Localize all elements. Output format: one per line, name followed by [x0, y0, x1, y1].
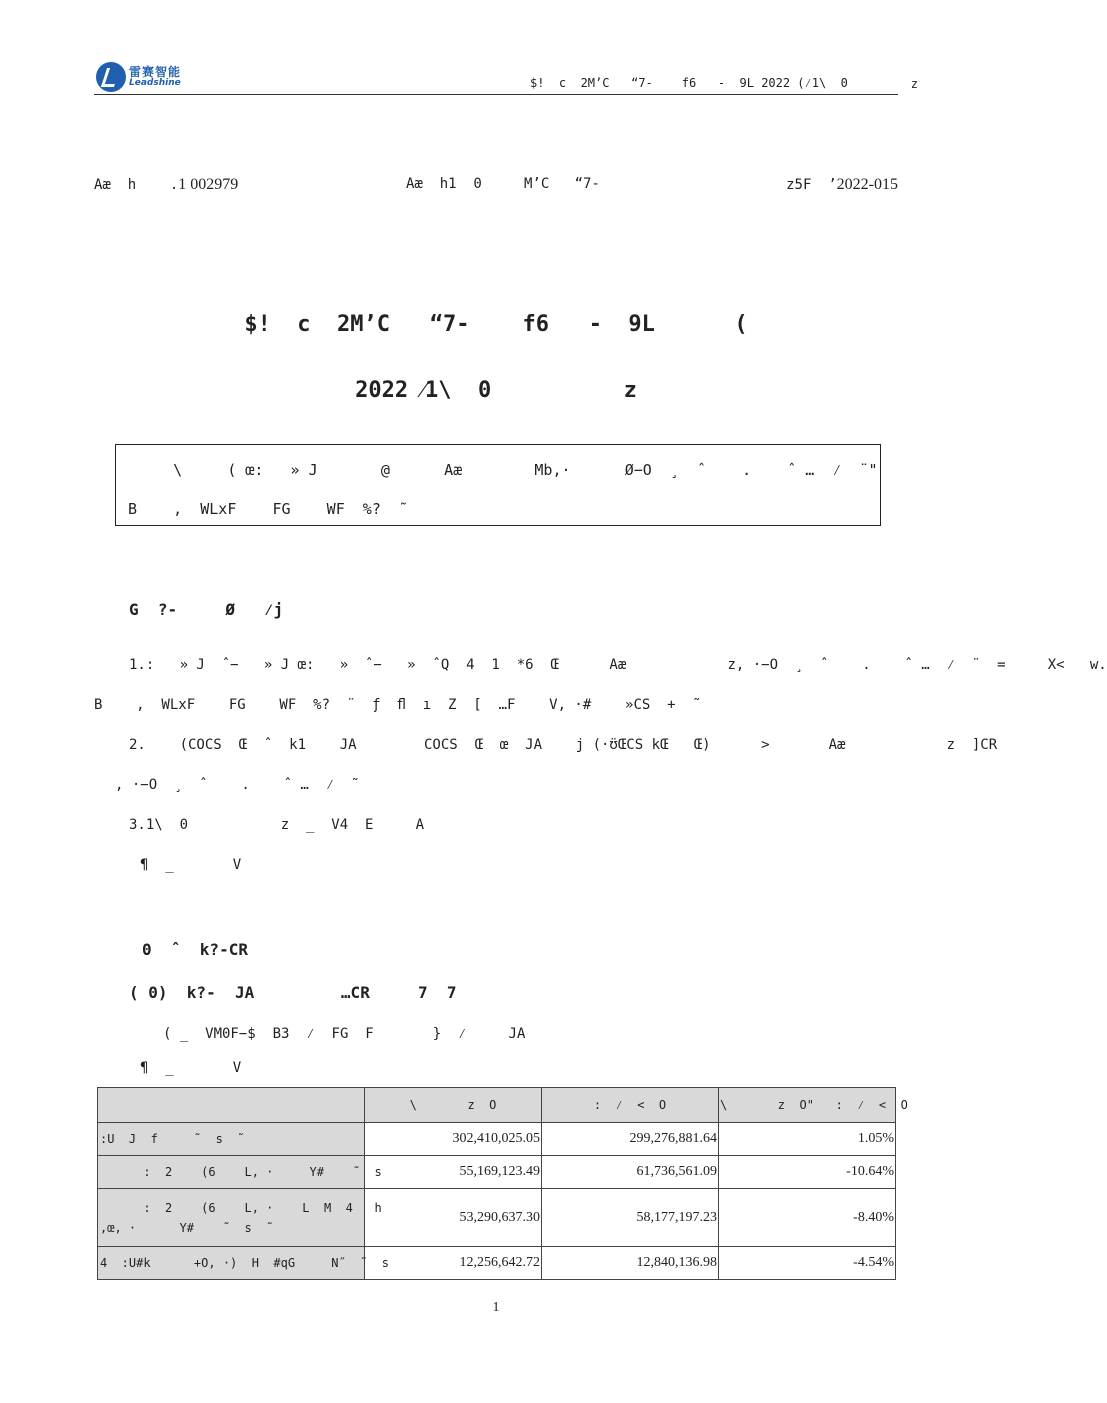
- paragraph-1b: B , WLxF FG WF %? ¨ ƒ ﬂ ı Z [ …F V, ·# »CS + ˜: [94, 697, 701, 713]
- subsection-heading: ( 0) k?- JA …CR 7 7: [129, 983, 457, 1002]
- table-header-row: [98, 1088, 896, 1123]
- table-header-cell: \ z O" : ⁄ < O: [719, 1088, 896, 1123]
- company-logo: [96, 62, 188, 92]
- paragraph-3: 3.1\ 0 z _ V4 E A: [129, 817, 425, 833]
- row-label: : 2 (6 L, · L M 4 h ,œ, · Y# ˜ s ˜: [98, 1189, 365, 1247]
- row-value: 55,169,123.49: [365, 1156, 542, 1189]
- table-header-cell: \ z O: [365, 1088, 542, 1123]
- row-value: 12,256,642.72: [365, 1247, 542, 1280]
- table-header-cell: : ⁄ < O: [542, 1088, 719, 1123]
- paragraph-4: ¶ _ V: [140, 857, 242, 873]
- notice-box-line1: \ ( œ: » J @ Aæ Mb,· Ø−O ¸ ˆ . ˆ … ⁄ ¨": [128, 461, 878, 479]
- paragraph-2b: , ·−O ¸ ˆ . ˆ … ⁄ ˜: [115, 777, 360, 793]
- document-title-line2: 2022 ⁄1\ 0 z: [355, 378, 637, 403]
- paragraph-5: ( _ VM0F−$ B3 ⁄ FG F } ⁄ JA: [163, 1026, 526, 1042]
- table-row: [98, 1247, 896, 1280]
- table-row: [98, 1189, 896, 1247]
- notice-box: [115, 444, 881, 526]
- row-label: :U J f ˜ s ˜: [98, 1123, 365, 1156]
- page-header: [94, 60, 918, 95]
- notice-number: z5F ’2022-015: [786, 176, 898, 193]
- logo-mark-icon: [96, 62, 126, 92]
- header-title: $! c 2M’C “7- f6 - 9L 2022 (⁄1\ 0: [530, 76, 848, 90]
- stock-code: Aæ h .1 002979: [94, 176, 239, 193]
- page-number: 1: [492, 1300, 500, 1315]
- row-value: 1.05%: [719, 1123, 896, 1156]
- row-value: 12,840,136.98: [542, 1247, 719, 1280]
- section-heading-1: G ?- Ø ⁄j: [129, 600, 284, 619]
- table-row: [98, 1156, 896, 1189]
- logo-text-cn: 雷赛智能: [129, 65, 182, 79]
- header-tail: z: [910, 77, 918, 91]
- section-heading-2: 0 ˆ k?-CR: [142, 940, 248, 959]
- paragraph-2a: 2. (COCS Œ ˆ k1 JA COCS Œ œ JA j (·ʊ̈ŒCS kŒ Œ) > Aæ z ]CR: [129, 737, 998, 753]
- row-label: 4 :U#k +O, ·) H #qG N˝ ˜ s: [98, 1247, 365, 1280]
- document-title-line1: $! c 2M’C “7- f6 - 9L (: [244, 312, 748, 337]
- financial-data-table: [97, 1087, 908, 1280]
- row-value: 58,177,197.23: [542, 1189, 719, 1247]
- row-value: 53,290,637.30: [365, 1189, 542, 1247]
- table-header-cell: [98, 1088, 365, 1123]
- paragraph-1a: 1.: » J ˆ− » J œ: » ˆ− » ˆQ 4 1 *6 Œ Aæ z, ·−O ¸ ˆ . ˆ … ⁄ ¨ = X< w.: [129, 657, 1107, 673]
- row-value: -8.40%: [719, 1189, 896, 1247]
- paragraph-6: ¶ _ V: [140, 1060, 242, 1076]
- row-value: 61,736,561.09: [542, 1156, 719, 1189]
- row-value: 302,410,025.05: [365, 1123, 542, 1156]
- row-label: : 2 (6 L, · Y# ˜ s: [98, 1156, 365, 1189]
- logo-text-en: Leadshine: [129, 78, 181, 88]
- row-value: 299,276,881.64: [542, 1123, 719, 1156]
- stock-name: Aæ h1 0 M’C “7-: [406, 176, 600, 192]
- notice-box-line2: B , WLxF FG WF %? ˜: [128, 500, 408, 518]
- row-value: -4.54%: [719, 1247, 896, 1280]
- table-row: [98, 1123, 896, 1156]
- row-value: -10.64%: [719, 1156, 896, 1189]
